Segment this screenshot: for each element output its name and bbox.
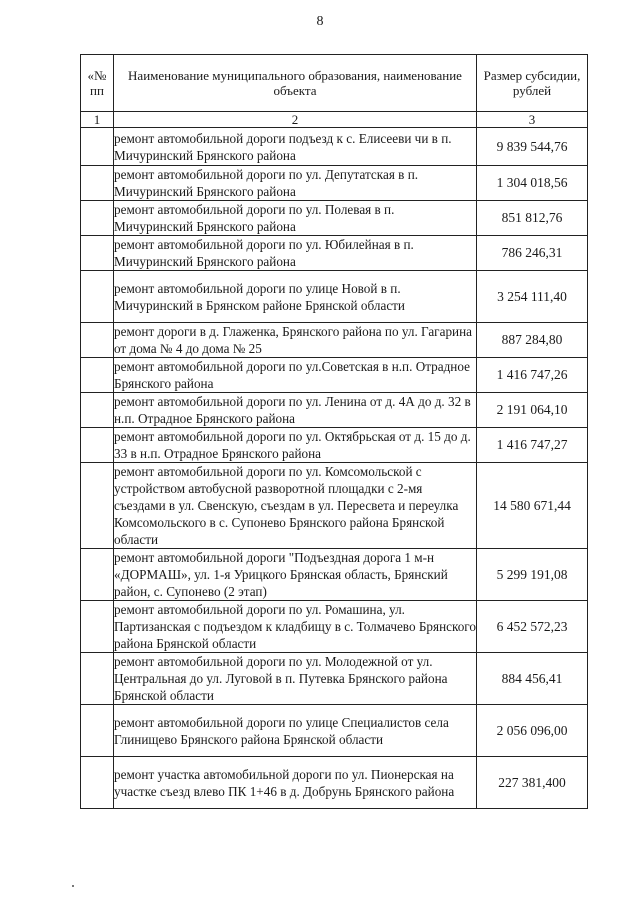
scan-mark (72, 885, 74, 887)
table-row (81, 201, 588, 236)
object-name-cell: ремонт автомобильной дороги по ул. Юбилейная в п. Мичуринский Брянского района (114, 236, 477, 271)
table-row (81, 271, 588, 323)
row-number-cell (81, 271, 114, 323)
column-number-row (81, 112, 588, 128)
table-row (81, 757, 588, 809)
object-name-cell: ремонт автомобильной дороги по ул. Полевая в п. Мичуринский Брянского района (114, 201, 477, 236)
subsidy-amount-cell: 1 416 747,27 (477, 428, 588, 463)
subsidy-amount-cell: 9 839 544,76 (477, 128, 588, 166)
row-number-cell (81, 653, 114, 705)
row-number-cell (81, 166, 114, 201)
row-number-cell (81, 549, 114, 601)
table-row (81, 128, 588, 166)
subsidy-amount-cell: 14 580 671,44 (477, 463, 588, 549)
object-name-cell: ремонт автомобильной дороги по ул. Октябрьская от д. 15 до д. 33 в н.п. Отрадное Брянского района (114, 428, 477, 463)
subsidy-amount-cell: 2 191 064,10 (477, 393, 588, 428)
subsidy-amount-cell: 6 452 572,23 (477, 601, 588, 653)
column-number-2: 2 (114, 112, 477, 128)
row-number-cell (81, 358, 114, 393)
header-number: «№ пп (81, 55, 114, 112)
subsidy-amount-cell: 5 299 191,08 (477, 549, 588, 601)
table-row (81, 705, 588, 757)
object-name-cell: ремонт автомобильной дороги подъезд к с. Елисееви чи в п. Мичуринский Брянского района (114, 128, 477, 166)
object-name-cell: ремонт автомобильной дороги по ул.Советская в н.п. Отрадное Брянского района (114, 358, 477, 393)
subsidy-table (80, 54, 588, 809)
object-name-cell: ремонт автомобильной дороги по ул. Ленина от д. 4А до д. 32 в н.п. Отрадное Брянского района (114, 393, 477, 428)
table-row (81, 463, 588, 549)
object-name-cell: ремонт автомобильной дороги по улице Специалистов села Глинищево Брянского района Брянской области (114, 705, 477, 757)
header-name: Наименование муниципального образования, наименование объекта (114, 55, 477, 112)
table-row (81, 393, 588, 428)
row-number-cell (81, 236, 114, 271)
row-number-cell (81, 705, 114, 757)
subsidy-amount-cell: 786 246,31 (477, 236, 588, 271)
table-row (81, 358, 588, 393)
column-number-3: 3 (477, 112, 588, 128)
table-row (81, 323, 588, 358)
subsidy-amount-cell: 227 381,400 (477, 757, 588, 809)
object-name-cell: ремонт автомобильной дороги по ул. Комсомольской с устройством автобусной разворотной площадки с 2-мя съездами в ул. Свенскую, съездам в ул. Пересвета и переулка Комсомольского в с. Супонево Брянского района Брянской области (114, 463, 477, 549)
page-number: 8 (316, 14, 324, 29)
table-row (81, 653, 588, 705)
row-number-cell (81, 463, 114, 549)
subsidy-amount-cell: 3 254 111,40 (477, 271, 588, 323)
object-name-cell: ремонт дороги в д. Глаженка, Брянского района по ул. Гагарина от дома № 4 до дома № 25 (114, 323, 477, 358)
table-row (81, 601, 588, 653)
object-name-cell: ремонт автомобильной дороги по ул. Ромашина, ул. Партизанская с подъездом к кладбищу в с. Толмачево Брянского района Брянской области (114, 602, 476, 651)
subsidy-amount-cell: 887 284,80 (477, 323, 588, 358)
row-number-cell (81, 128, 114, 166)
row-number-cell (81, 757, 114, 809)
row-number-cell (81, 601, 114, 653)
table-row (81, 549, 588, 601)
object-name-cell: ремонт автомобильной дороги "Подъездная дорога 1 м-н «ДОРМАШ», ул. 1-я Урицкого Брянская область, Брянский район, с. Супонево (2 этап) (114, 549, 477, 601)
row-number-cell (81, 428, 114, 463)
subsidy-amount-cell: 851 812,76 (477, 201, 588, 236)
object-name-cell: ремонт участка автомобильной дороги по ул. Пионерская на участке съезд влево ПК 1+46 в д. Добрунь Брянского района (114, 757, 477, 809)
table-header-row (81, 55, 588, 112)
row-number-cell (81, 201, 114, 236)
table-row (81, 428, 588, 463)
subsidy-amount-cell: 884 456,41 (477, 653, 588, 705)
column-number-1: 1 (81, 112, 114, 128)
object-name-cell: ремонт автомобильной дороги по улице Новой в п. Мичуринский в Брянском районе Брянской области (114, 271, 477, 323)
row-number-cell (81, 323, 114, 358)
table-row (81, 236, 588, 271)
table-row (81, 166, 588, 201)
object-name-cell: ремонт автомобильной дороги по ул. Депутатская в п. Мичуринский Брянского района (114, 166, 477, 201)
object-name-cell: ремонт автомобильной дороги по ул. Молодежной от ул. Центральная до ул. Луговой в п. Путевка Брянского района Брянской области (114, 653, 477, 705)
subsidy-amount-cell: 1 416 747,26 (477, 358, 588, 393)
subsidy-amount-cell: 1 304 018,56 (477, 166, 588, 201)
header-amount: Размер субсидии, рублей (477, 55, 588, 112)
subsidy-amount-cell: 2 056 096,00 (477, 705, 588, 757)
row-number-cell (81, 393, 114, 428)
